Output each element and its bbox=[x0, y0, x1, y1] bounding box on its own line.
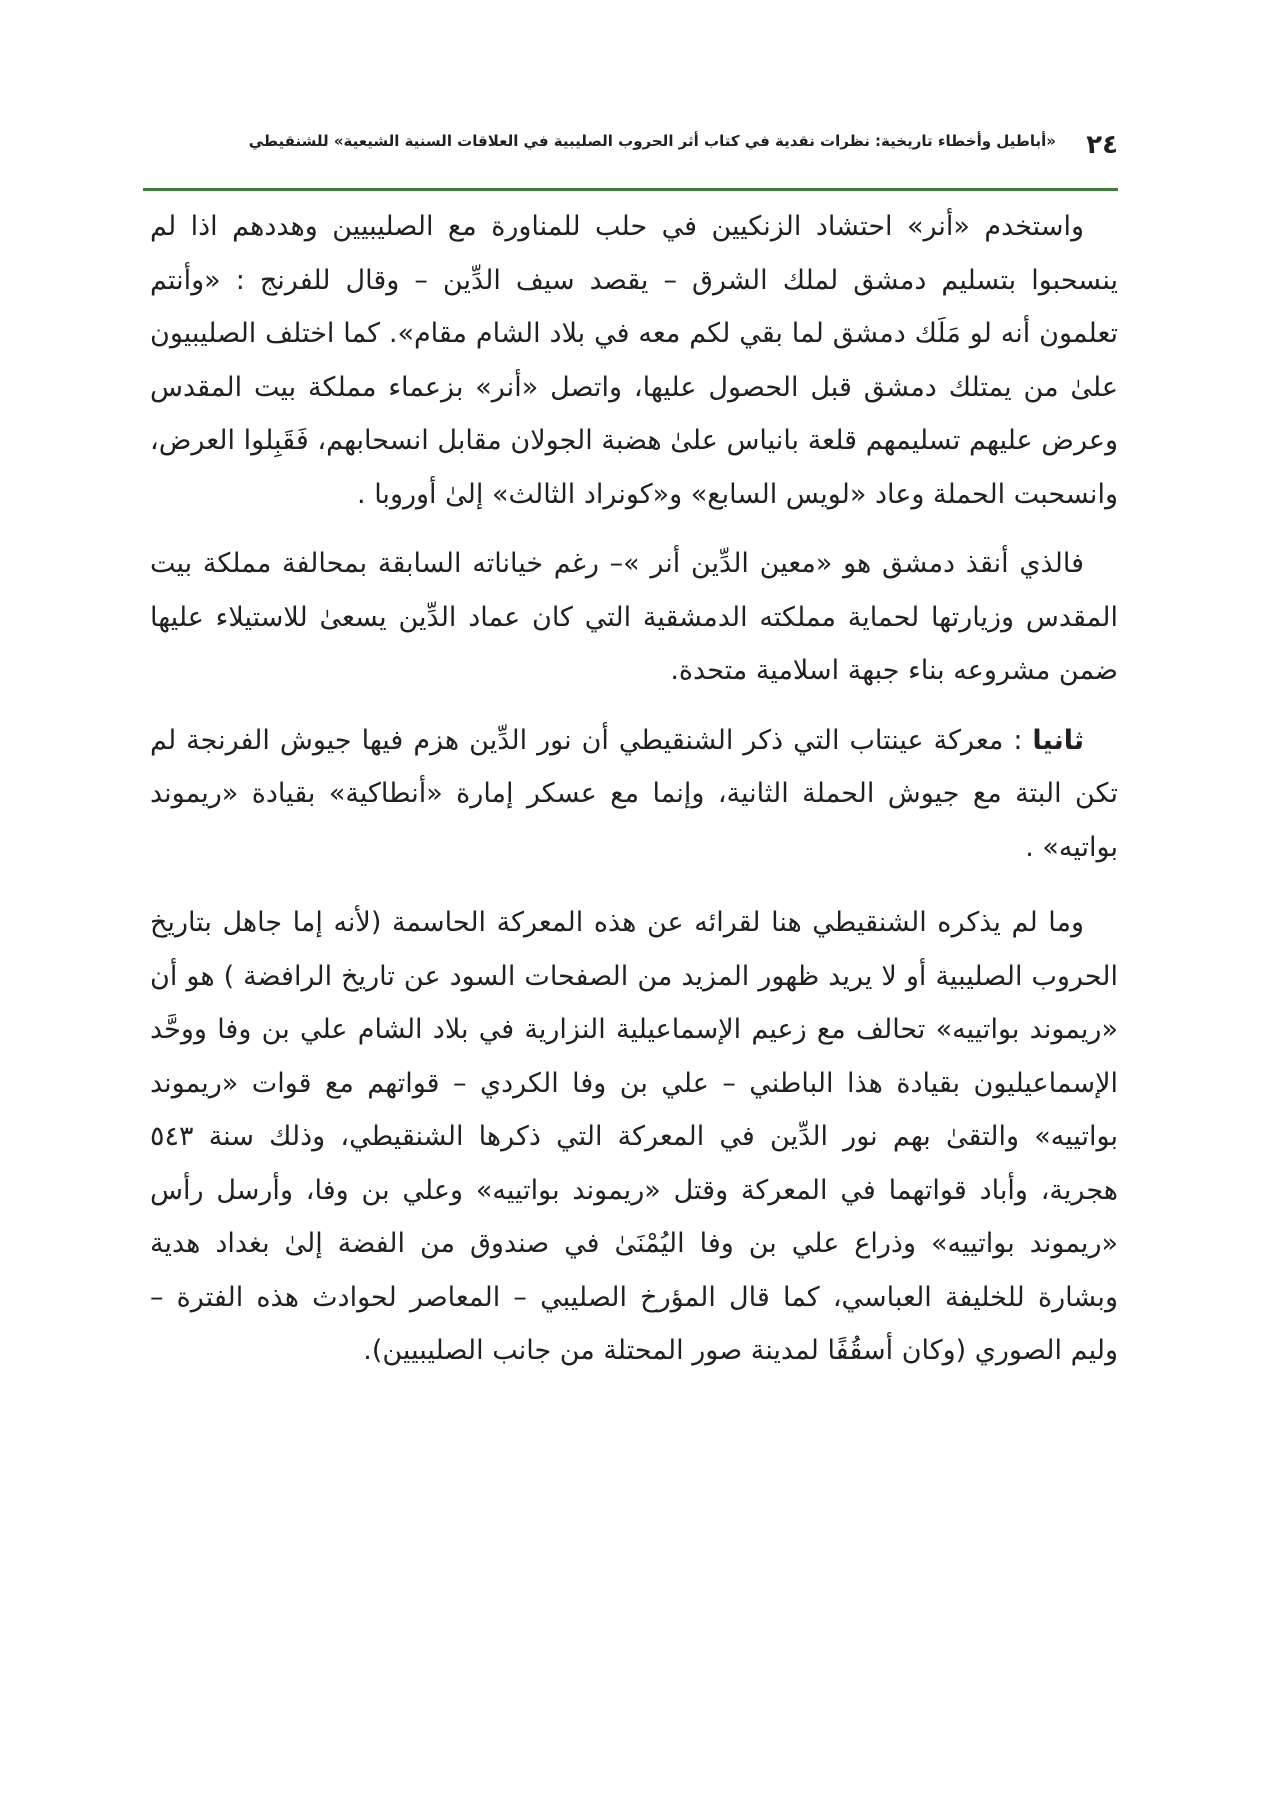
paragraph-1-text: واستخدم «أنر» احتشاد الزنكيين في حلب للمناورة مع الصليبيين وهددهم اذا لم ينسحبوا بتسليم دمشق لملك الشرق – يقصد سيف الدِّين – وقال للفرنج : «وأنتم تعلمون أنه لو مَلَك دمشق لما بقي لكم معه في بلاد الشام مقام». كما اختلف الصليبيون علىٰ من يمتلك دمشق قبل الحصول عليها، واتصل «أنر» بزعماء مملكة بيت المقدس وعرض عليهم تسليمهم قلعة بانياس علىٰ هضبة الجولان مقابل انسحابهم، فَقَبِلوا العرض، وانسحبت الحملة وعاد «لويس السابع» و«كونراد الثالث» إلىٰ أوروبا . bbox=[150, 211, 1118, 510]
paragraph-2-text: فالذي أنقذ دمشق هو «معين الدِّين أنر »– رغم خياناته السابقة بمحالفة مملكة بيت المقدس وزيارتها لحماية مملكته الدمشقية التي كان عماد الدِّين يسعىٰ للاستيلاء عليها ضمن مشروعه بناء جبهة اسلامية متحدة. bbox=[150, 548, 1118, 686]
paragraph-1 bbox=[150, 200, 1118, 521]
paragraph-3 bbox=[150, 714, 1118, 875]
page-number: ٢٤ bbox=[1086, 130, 1118, 160]
header-rule bbox=[143, 188, 1118, 191]
paragraph-3-text: : معركة عينتاب التي ذكر الشنقيطي أن نور الدِّين هزم فيها جيوش الفرنجة لم تكن البتة مع جيوش الحملة الثانية، وإنما مع عسكر إمارة «أنطاكية» بقيادة «ريموند بواتيه» . bbox=[150, 724, 1118, 863]
paragraph-4-text: وما لم يذكره الشنقيطي هنا لقرائه عن هذه المعركة الحاسمة (لأنه إما جاهل بتاريخ الحروب الصليبية أو لا يريد ظهور المزيد من الصفحات السود عن تاريخ الرافضة ) هو أن «ريموند بواتييه» تحالف مع زعيم الإسماعيلية النزارية في بلاد الشام علي بن وفا ووحَّد الإسماعيليون بقيادة هذا الباطني – علي بن وفا الكردي – قواتهم مع قوات «ريموند بواتييه» والتقىٰ بهم نور الدِّين في المعركة التي ذكرها الشنقيطي، وذلك سنة ٥٤٣ هجرية، وأباد قواتهما في المعركة وقتل «ريموند بواتييه» وعلي بن وفا، وأرسل رأس «ريموند بواتييه» وذراع علي بن وفا اليُمْنَىٰ في صندوق من الفضة إلىٰ بغداد هدية وبشارة للخليفة العباسي، كما قال المؤرخ الصليبي – المعاصر لحوادث هذه الفترة – وليم الصوري (وكان أسقُفًا لمدينة صور المحتلة من جانب الصليبيين). bbox=[150, 907, 1118, 1366]
section-lead: ثانيا bbox=[1032, 724, 1084, 756]
paragraph-4 bbox=[150, 896, 1118, 1378]
paragraph-2 bbox=[150, 537, 1118, 698]
running-title: «أباطيل وأخطاء تاريخية: نظرات نقدية في كتاب أثر الحروب الصليبية في العلاقات السنية الشيعية» للشنقيطي bbox=[248, 132, 1056, 150]
body-text bbox=[150, 200, 1118, 1378]
running-header bbox=[150, 126, 1118, 166]
